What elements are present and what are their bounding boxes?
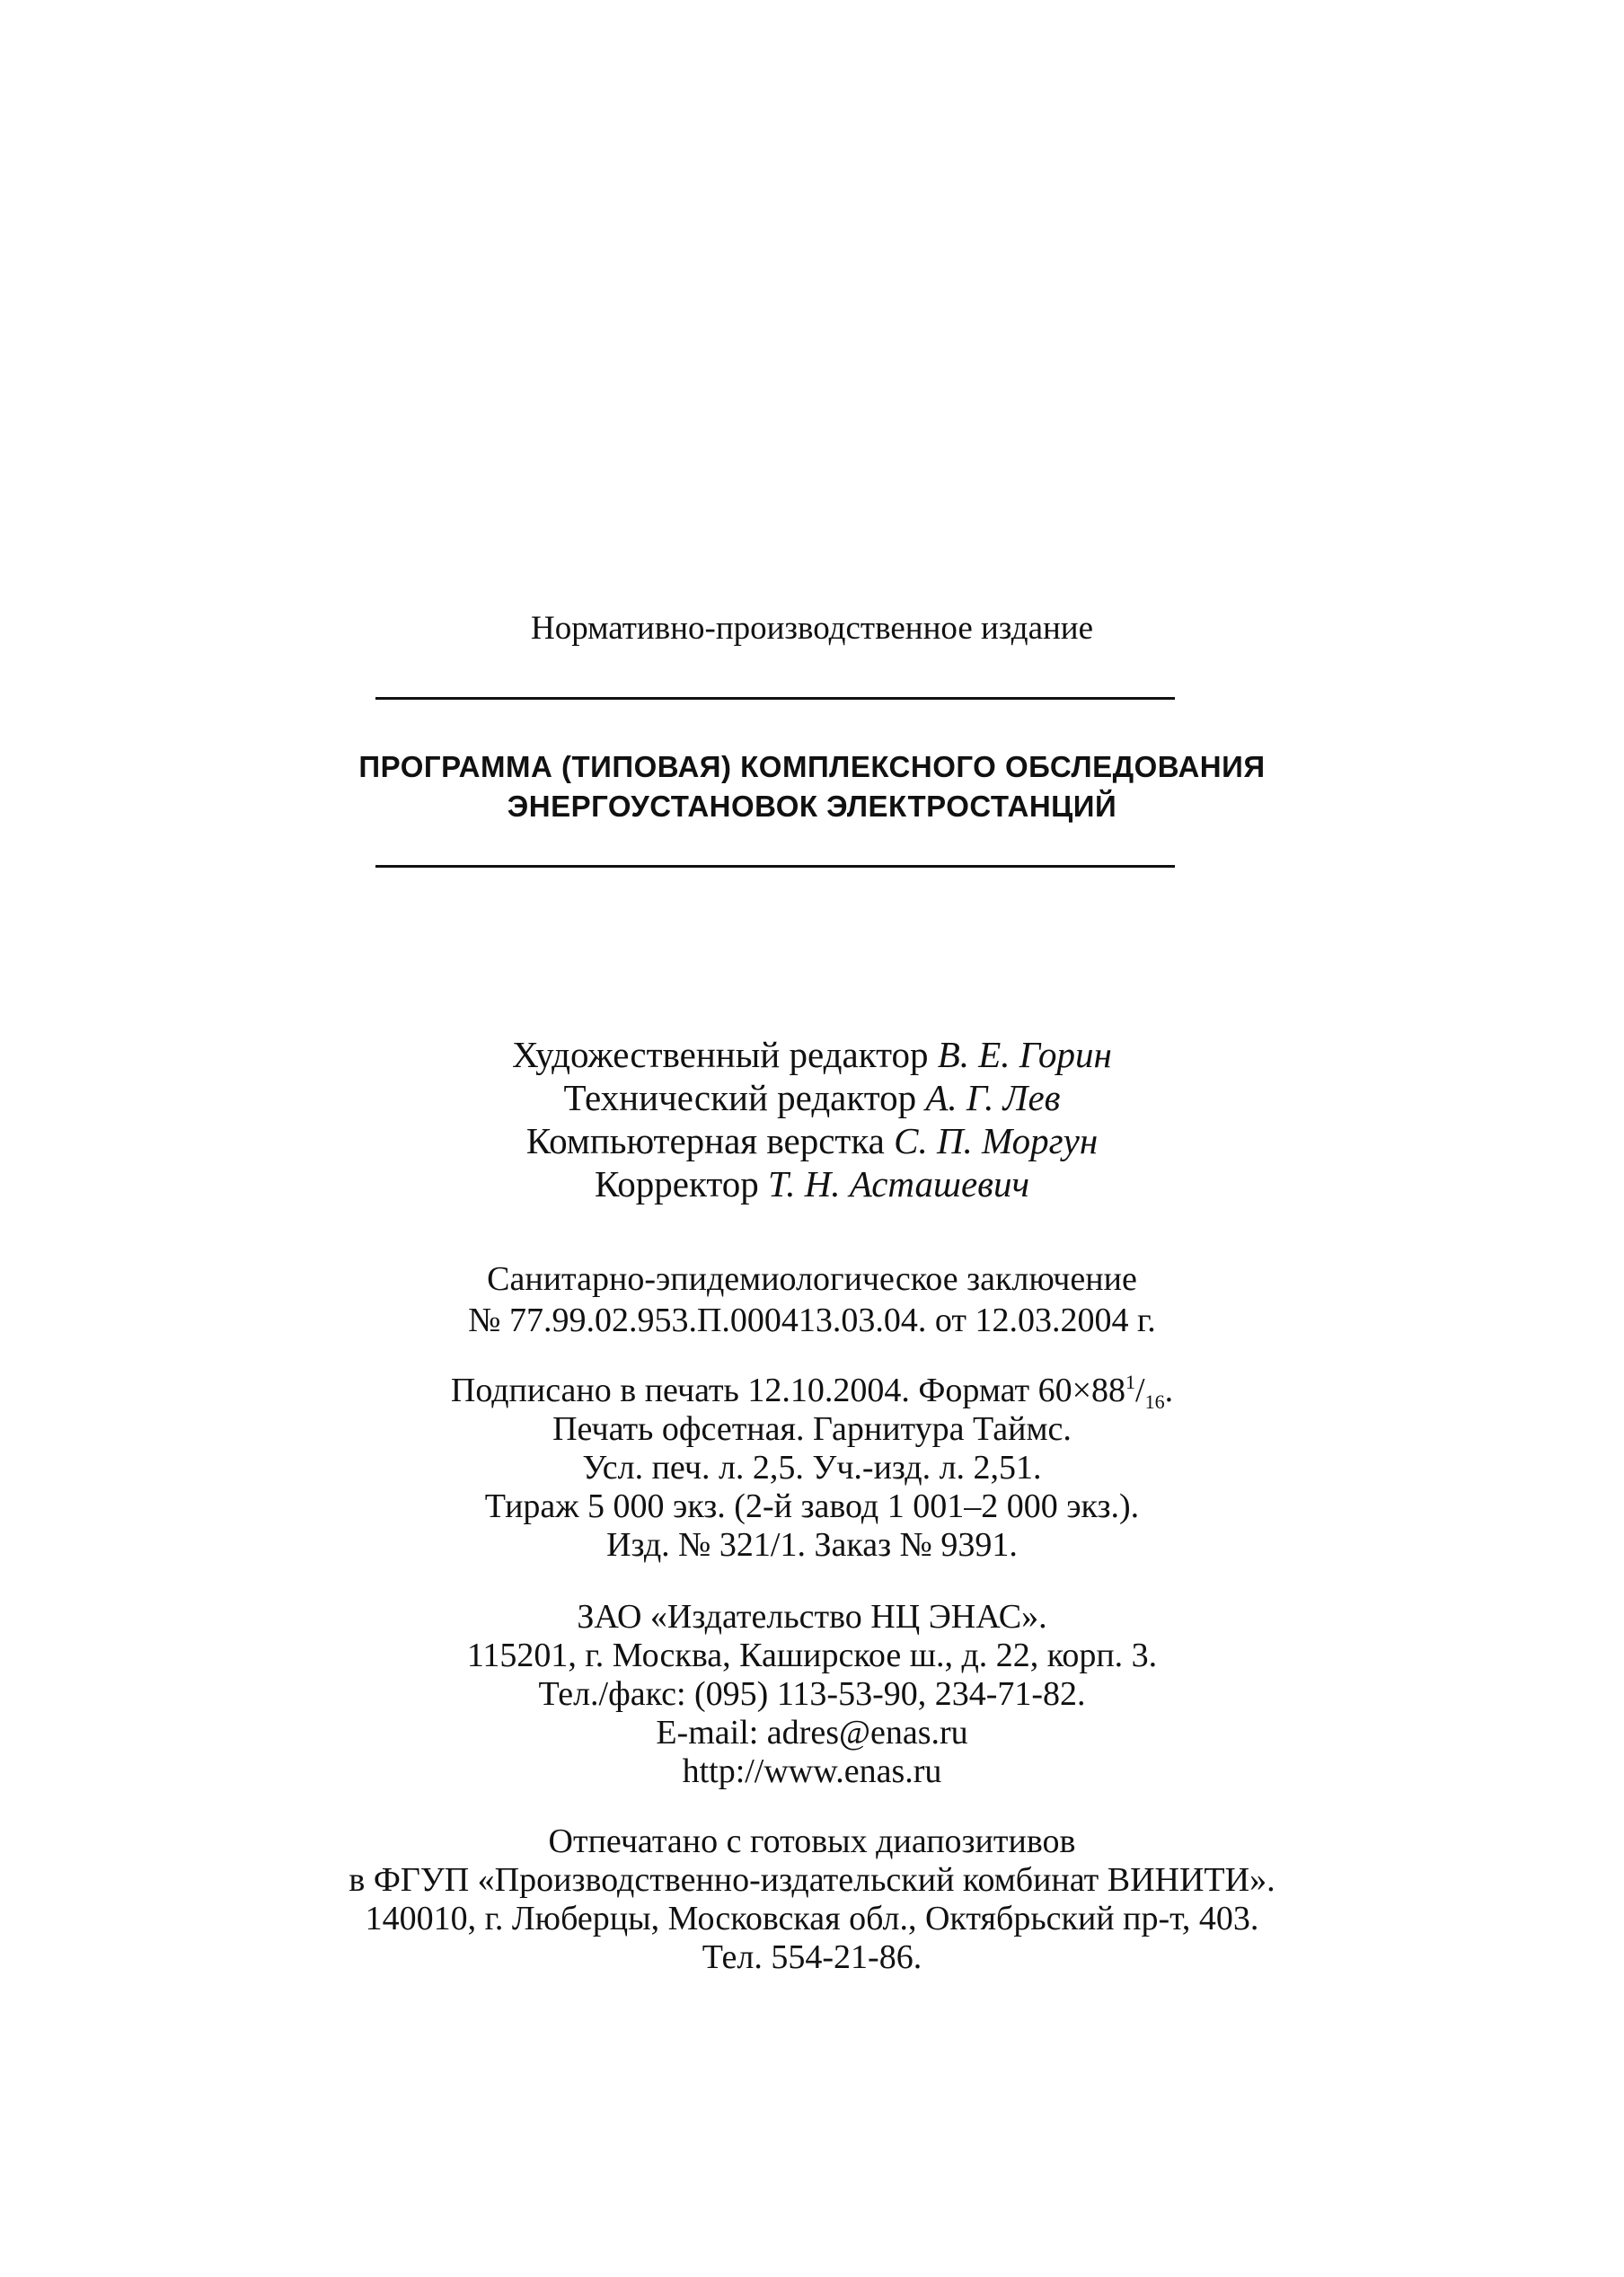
credit-person: С. П. Моргун: [894, 1120, 1099, 1161]
signed-to-print-line: [0, 1371, 1624, 1413]
format-fraction-slash: /: [1135, 1372, 1145, 1409]
title-bottom-rule: [375, 865, 1175, 868]
print-method-line: Печать офсетная. Гарнитура Таймс.: [552, 1410, 1072, 1448]
credit-role: Компьютерная верстка: [525, 1120, 885, 1161]
format-fraction-denominator: 16: [1144, 1390, 1165, 1413]
publisher-email: E-mail: adres@enas.ru: [656, 1714, 968, 1752]
credit-role: Художественный редактор: [512, 1034, 929, 1075]
printer-phone: Тел. 554-21-86.: [702, 1938, 922, 1976]
publisher-website: http://www.enas.ru: [682, 1752, 942, 1790]
sanitary-conclusion-number: № 77.99.02.953.П.000413.03.04. от 12.03.2004 г.: [468, 1302, 1156, 1339]
book-title-line-1: ПРОГРАММА (ТИПОВАЯ) КОМПЛЕКСНОГО ОБСЛЕДОВАНИЯ: [358, 750, 1266, 783]
credit-proofreader: [0, 1162, 1624, 1205]
credit-technical-editor: [0, 1076, 1624, 1119]
publisher-phone: Тел./факс: (095) 113-53-90, 234-71-82.: [538, 1675, 1086, 1713]
credit-role: Корректор: [594, 1163, 759, 1205]
credit-role: Технический редактор: [563, 1077, 917, 1118]
publisher-name: ЗАО «Издательство НЦ ЭНАС».: [577, 1598, 1047, 1636]
printer-address: 140010, г. Люберцы, Московская обл., Октябрьский пр-т, 403.: [365, 1900, 1259, 1937]
print-sheets-line: Усл. печ. л. 2,5. Уч.-изд. л. 2,51.: [582, 1449, 1042, 1487]
title-top-rule: [375, 697, 1175, 700]
sanitary-conclusion-label: Санитарно-эпидемиологическое заключение: [487, 1260, 1137, 1298]
format-fraction-numerator: 1: [1125, 1371, 1136, 1393]
edition-type: Нормативно-производственное издание: [530, 610, 1094, 647]
format-suffix: .: [1164, 1372, 1174, 1409]
order-number-line: Изд. № 321/1. Заказ № 9391.: [606, 1526, 1018, 1564]
credit-layout: [0, 1119, 1624, 1162]
publisher-address: 115201, г. Москва, Каширское ш., д. 22, корп. 3.: [466, 1637, 1158, 1674]
credit-person: В. Е. Горин: [937, 1034, 1112, 1075]
credit-person: А. Г. Лев: [925, 1077, 1061, 1118]
credit-art-editor: [0, 1033, 1624, 1076]
credit-person: Т. Н. Асташевич: [767, 1163, 1030, 1205]
print-run-line: Тираж 5 000 экз. (2-й завод 1 001–2 000 экз.).: [484, 1487, 1140, 1525]
signed-to-print-text: Подписано в печать 12.10.2004. Формат 60×88: [450, 1372, 1126, 1409]
book-title-line-2: ЭНЕРГОУСТАНОВОК ЭЛЕКТРОСТАНЦИЙ: [507, 790, 1117, 823]
printer-line-1: Отпечатано с готовых диапозитивов: [548, 1822, 1076, 1860]
printer-line-2: в ФГУП «Производственно-издательский комбинат ВИНИТИ».: [349, 1861, 1275, 1899]
